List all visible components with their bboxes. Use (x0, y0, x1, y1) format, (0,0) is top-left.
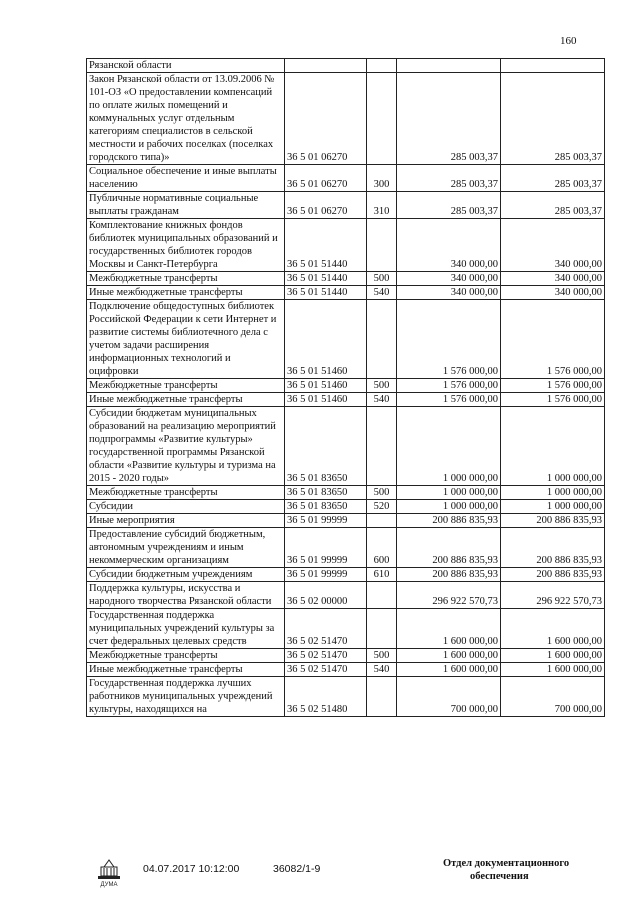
table-row (87, 407, 605, 486)
cell-expense-type (367, 677, 397, 717)
cell-amount-1: 285 003,37 (397, 192, 501, 219)
table-row (87, 73, 605, 165)
cell-code: 36 5 01 83650 (285, 486, 367, 500)
cell-expense-type: 540 (367, 393, 397, 407)
cell-amount-2: 296 922 570,73 (501, 582, 605, 609)
cell-name: Публичные нормативные социальные выплаты гражданам (87, 192, 285, 219)
logo-text: ДУМА (100, 882, 118, 888)
cell-code: 36 5 01 51460 (285, 379, 367, 393)
cell-amount-2: 200 886 835,93 (501, 514, 605, 528)
cell-amount-2: 700 000,00 (501, 677, 605, 717)
table-row (87, 609, 605, 649)
cell-amount-2: 285 003,37 (501, 165, 605, 192)
cell-code (285, 59, 367, 73)
cell-name: Субсидии бюджетным учреждениям (87, 568, 285, 582)
cell-amount-2: 1 000 000,00 (501, 486, 605, 500)
cell-amount-1: 340 000,00 (397, 286, 501, 300)
budget-table-body (87, 59, 605, 717)
cell-name: Субсидии (87, 500, 285, 514)
cell-name: Предоставление субсидий бюджетным, автономным учреждениям и иным некоммерческим организациям (87, 528, 285, 568)
cell-code: 36 5 02 51470 (285, 609, 367, 649)
cell-name: Рязанской области (87, 59, 285, 73)
footer-datetime: 04.07.2017 10:12:00 (143, 863, 240, 875)
table-row (87, 59, 605, 73)
cell-amount-1: 296 922 570,73 (397, 582, 501, 609)
cell-expense-type: 540 (367, 663, 397, 677)
cell-amount-1: 200 886 835,93 (397, 568, 501, 582)
cell-name: Государственная поддержка лучших работников муниципальных учреждений культуры, находящихся на (87, 677, 285, 717)
budget-table-container (86, 58, 604, 717)
cell-amount-2: 1 600 000,00 (501, 663, 605, 677)
cell-amount-1: 200 886 835,93 (397, 528, 501, 568)
cell-code: 36 5 01 06270 (285, 192, 367, 219)
cell-expense-type: 500 (367, 649, 397, 663)
cell-name: Межбюджетные трансферты (87, 272, 285, 286)
table-row (87, 677, 605, 717)
cell-expense-type (367, 300, 397, 379)
page-number: 160 (560, 35, 577, 47)
cell-name: Иные межбюджетные трансферты (87, 663, 285, 677)
table-row (87, 165, 605, 192)
cell-amount-2: 200 886 835,93 (501, 568, 605, 582)
cell-expense-type: 500 (367, 379, 397, 393)
cell-amount-2: 285 003,37 (501, 73, 605, 165)
cell-code: 36 5 01 99999 (285, 568, 367, 582)
cell-amount-1: 1 600 000,00 (397, 649, 501, 663)
table-row (87, 393, 605, 407)
cell-name: Иные межбюджетные трансферты (87, 393, 285, 407)
cell-amount-2: 340 000,00 (501, 219, 605, 272)
cell-expense-type: 500 (367, 272, 397, 286)
cell-code: 36 5 01 83650 (285, 407, 367, 486)
cell-expense-type (367, 219, 397, 272)
cell-expense-type: 600 (367, 528, 397, 568)
cell-code: 36 5 01 99999 (285, 528, 367, 568)
cell-code: 36 5 01 51460 (285, 393, 367, 407)
cell-name: Иные мероприятия (87, 514, 285, 528)
cell-name: Социальное обеспечение и иные выплаты населению (87, 165, 285, 192)
cell-code: 36 5 02 51470 (285, 663, 367, 677)
cell-code: 36 5 02 51470 (285, 649, 367, 663)
table-row (87, 379, 605, 393)
cell-code: 36 5 01 06270 (285, 165, 367, 192)
table-row (87, 568, 605, 582)
table-row (87, 192, 605, 219)
cell-expense-type (367, 407, 397, 486)
cell-amount-2: 340 000,00 (501, 272, 605, 286)
cell-amount-1: 700 000,00 (397, 677, 501, 717)
cell-name: Комплектование книжных фондов библиотек муниципальных образований и государственных библиотек городов Москвы и Санкт-Петербурга (87, 219, 285, 272)
footer-department-line1: Отдел документационного (443, 858, 570, 869)
cell-code: 36 5 01 51440 (285, 219, 367, 272)
cell-amount-2: 1 576 000,00 (501, 379, 605, 393)
cell-expense-type (367, 514, 397, 528)
table-row (87, 663, 605, 677)
budget-table (86, 58, 605, 717)
table-row (87, 272, 605, 286)
cell-name: Закон Рязанской области от 13.09.2006 № 101-ОЗ «О предоставлении компенсаций по оплате жилых помещений и коммунальных услуг отдельным категориям специалистов в сельской местности и рабочих поселках (поселках городского типа)» (87, 73, 285, 165)
cell-amount-2: 1 576 000,00 (501, 393, 605, 407)
cell-expense-type (367, 73, 397, 165)
cell-amount-1 (397, 59, 501, 73)
cell-code: 36 5 02 51480 (285, 677, 367, 717)
cell-name: Межбюджетные трансферты (87, 649, 285, 663)
cell-name: Поддержка культуры, искусства и народного творчества Рязанской области (87, 582, 285, 609)
cell-amount-1: 340 000,00 (397, 219, 501, 272)
table-row (87, 649, 605, 663)
cell-amount-1: 1 000 000,00 (397, 486, 501, 500)
cell-expense-type: 520 (367, 500, 397, 514)
cell-code: 36 5 01 99999 (285, 514, 367, 528)
cell-expense-type (367, 59, 397, 73)
cell-amount-1: 1 576 000,00 (397, 300, 501, 379)
table-row (87, 486, 605, 500)
cell-name: Межбюджетные трансферты (87, 379, 285, 393)
table-row (87, 528, 605, 568)
cell-amount-2: 340 000,00 (501, 286, 605, 300)
cell-amount-1: 285 003,37 (397, 165, 501, 192)
table-row (87, 582, 605, 609)
cell-amount-2: 200 886 835,93 (501, 528, 605, 568)
table-row (87, 286, 605, 300)
cell-amount-2 (501, 59, 605, 73)
table-row (87, 514, 605, 528)
cell-code: 36 5 01 83650 (285, 500, 367, 514)
cell-amount-1: 1 600 000,00 (397, 609, 501, 649)
cell-expense-type (367, 609, 397, 649)
cell-expense-type: 300 (367, 165, 397, 192)
cell-expense-type: 540 (367, 286, 397, 300)
table-row (87, 219, 605, 272)
cell-amount-2: 1 000 000,00 (501, 407, 605, 486)
cell-name: Субсидии бюджетам муниципальных образований на реализацию мероприятий подпрограммы «Развитие культуры» государственной программы Рязанской области «Развитие культуры и туризма на 2015 - 2020 годы» (87, 407, 285, 486)
cell-amount-2: 1 600 000,00 (501, 649, 605, 663)
table-row (87, 500, 605, 514)
duma-logo-icon (94, 858, 124, 888)
page-footer (0, 858, 640, 898)
cell-amount-1: 340 000,00 (397, 272, 501, 286)
cell-expense-type: 610 (367, 568, 397, 582)
cell-amount-2: 285 003,37 (501, 192, 605, 219)
cell-amount-1: 1 576 000,00 (397, 393, 501, 407)
cell-amount-1: 1 600 000,00 (397, 663, 501, 677)
cell-name: Подключение общедоступных библиотек Российской Федерации к сети Интернет и развитие системы библиотечного дела с учетом задачи расширения информационных технологий и оцифровки (87, 300, 285, 379)
table-row (87, 300, 605, 379)
cell-expense-type: 500 (367, 486, 397, 500)
cell-amount-1: 1 000 000,00 (397, 500, 501, 514)
cell-code: 36 5 01 51440 (285, 286, 367, 300)
cell-amount-1: 200 886 835,93 (397, 514, 501, 528)
cell-expense-type (367, 582, 397, 609)
cell-name: Иные межбюджетные трансферты (87, 286, 285, 300)
cell-amount-1: 1 576 000,00 (397, 379, 501, 393)
cell-name: Государственная поддержка муниципальных учреждений культуры за счет федеральных целевых средств (87, 609, 285, 649)
cell-code: 36 5 01 51440 (285, 272, 367, 286)
cell-name: Межбюджетные трансферты (87, 486, 285, 500)
cell-amount-1: 1 000 000,00 (397, 407, 501, 486)
footer-department-line2: обеспечения (470, 871, 529, 882)
cell-expense-type: 310 (367, 192, 397, 219)
cell-code: 36 5 02 00000 (285, 582, 367, 609)
cell-code: 36 5 01 51460 (285, 300, 367, 379)
cell-amount-2: 1 000 000,00 (501, 500, 605, 514)
footer-doc-code: 36082/1-9 (273, 863, 321, 875)
cell-amount-2: 1 576 000,00 (501, 300, 605, 379)
cell-amount-2: 1 600 000,00 (501, 609, 605, 649)
cell-code: 36 5 01 06270 (285, 73, 367, 165)
cell-amount-1: 285 003,37 (397, 73, 501, 165)
